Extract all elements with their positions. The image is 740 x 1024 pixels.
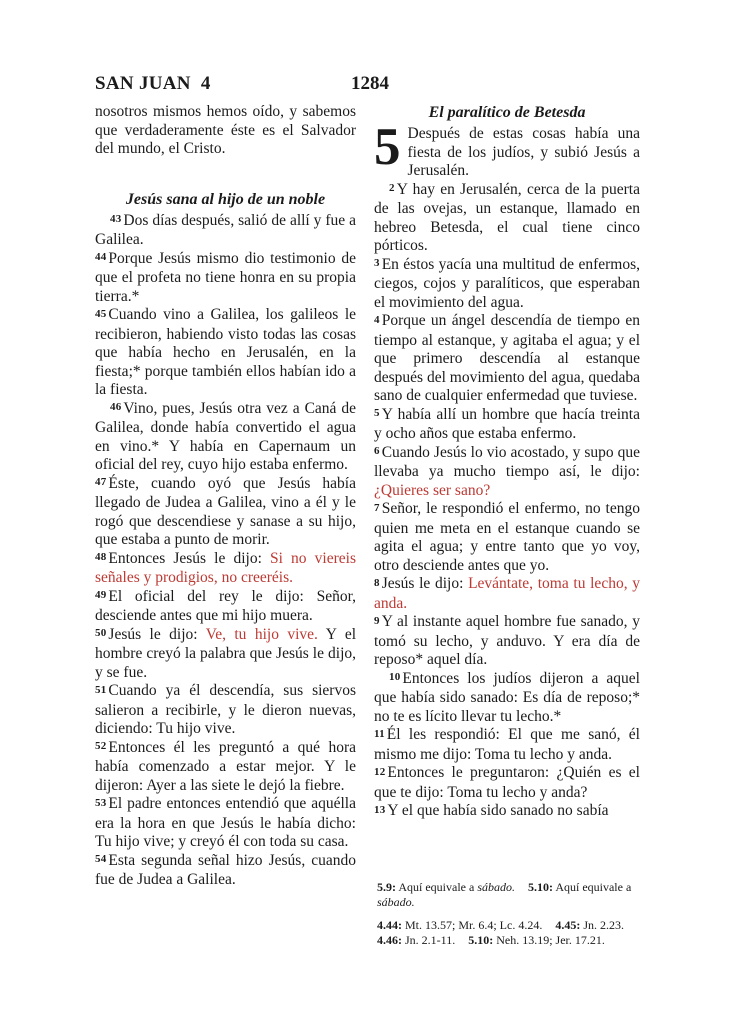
body-text: Vino, pues, Jesús otra vez a Caná de Galilea, donde había convertido el agua en vino.* Y había en Capernaum un oficial del rey, cuyo hijo estaba enfermo. — [95, 399, 356, 473]
body-text: Jesús le dijo: — [108, 625, 206, 643]
verse-number: 51 — [95, 683, 107, 696]
body-text: En éstos yacía una multitud de enfermos, ciegos, cojos y paralíticos, que esperaban el movimiento del agua. — [374, 255, 640, 311]
body-text: Él les respondió: El que me sanó, él mismo me dijo: Toma tu lecho y anda. — [374, 726, 640, 763]
verse-number: 9 — [374, 614, 380, 627]
chapter-start-paragraph — [374, 118, 640, 181]
red-letter-text: Ve, tu hijo vive. — [205, 625, 318, 643]
body-text: Después de estas cosas había una fiesta de los judíos, y subió Jesús a Jerusalén. — [407, 125, 640, 179]
verse-paragraph — [95, 852, 356, 890]
verse-paragraph — [374, 613, 640, 670]
italic-text: sábado. — [477, 880, 515, 894]
body-text: Jn. 2.1-11. — [402, 932, 456, 947]
body-text: Jesús le dijo: — [381, 575, 469, 592]
body-text: Entonces le preguntaron: ¿Quién es el que te dijo: Toma tu lecho y anda? — [374, 764, 640, 801]
body-text: Porque Jesús mismo dio testimonio de que el profeta no tiene honra en su propia tierra.* — [95, 249, 356, 305]
body-text: Y el hombre creyó la palabra que Jesús le dijo, y se fue. — [95, 625, 356, 681]
verse-number: 49 — [95, 589, 107, 601]
body-text: Porque un ángel descendía de tiempo en tiempo al estanque, y agitaba el agua; y el que primero descendía al estanque después del movimiento del agua, quedaba sano de cualquier enfermedad que tuviese. — [374, 312, 641, 404]
verse-paragraph — [374, 500, 640, 575]
verse-paragraph — [374, 802, 640, 822]
body-text: Y el que había sido sanado no sabía — [387, 802, 609, 819]
body-text: Entonces Jesús le dijo: — [108, 549, 271, 567]
verse-number: 47 — [95, 476, 107, 488]
footnotes-block — [377, 880, 643, 956]
verse-number: 46 — [110, 401, 122, 413]
body-text: Y había allí un hombre que hacía treinta y ocho años que estaba enfermo. — [374, 405, 640, 442]
text-column-right — [374, 103, 640, 822]
book-title: SAN JUAN 4 — [95, 73, 211, 94]
text-column-left — [95, 103, 356, 890]
verse-number: 45 — [95, 307, 107, 320]
verse-paragraph — [374, 670, 640, 727]
verse-paragraph — [374, 256, 640, 313]
verse-paragraph — [95, 400, 356, 475]
verse-paragraph — [374, 444, 640, 501]
body-text: Mt. 13.57; Mr. 6.4; Lc. 4.24. — [402, 918, 543, 932]
verse-paragraph — [95, 306, 356, 400]
verse-number: 5 — [374, 407, 380, 419]
verse-number: 13 — [374, 803, 386, 816]
running-head — [95, 73, 645, 97]
footnote-ref: 4.44: — [377, 918, 402, 932]
body-text: Dos días después, salió de allí y fue a Galilea. — [95, 211, 356, 248]
verse-number: 6 — [374, 445, 380, 457]
section-heading: Jesús sana al hijo de un noble — [125, 190, 326, 208]
verse-number: 12 — [374, 765, 386, 778]
verse-number: 48 — [95, 551, 107, 563]
verse-paragraph — [95, 475, 356, 550]
footnote-ref: 4.45: — [555, 918, 581, 932]
verse-paragraph — [95, 250, 356, 307]
red-letter-text: Levántate, toma tu lecho, y anda. — [374, 575, 640, 612]
verse-number: 53 — [95, 796, 107, 809]
verse-paragraph — [95, 588, 356, 626]
body-text: Y hay en Jerusalén, cerca de la puerta de las ovejas, un estanque, llamado en hebreo Betesda, el cual tiene cinco pórticos. — [374, 180, 640, 254]
footnote-line-study-notes — [377, 880, 643, 909]
body-text: Y al instante aquel hombre fue sanado, y tomó su lecho, y anduvo. Y era día de reposo* aquel día. — [374, 613, 640, 668]
verse-paragraph — [95, 795, 356, 852]
verse-number: 50 — [95, 627, 107, 639]
body-text: nosotros mismos hemos oído, y sabemos que verdaderamente éste es el Salvador del mundo, el Cristo. — [95, 103, 356, 157]
body-text: Cuando Jesús lo vio acostado, y supo que llevaba ya mucho tiempo así, le dijo: — [374, 443, 640, 480]
verse-number: 44 — [95, 251, 107, 263]
body-text: Jn. 2.23. — [580, 918, 625, 932]
continuation-paragraph — [95, 103, 356, 159]
verse-paragraph — [95, 626, 356, 683]
body-text: Entonces él les preguntó a qué hora había comenzado a estar mejor. Y le dijeron: Ayer a las siete le dejó la fiebre. — [95, 738, 356, 794]
verse-paragraph — [95, 682, 356, 739]
body-text: Entonces los judíos dijeron a aquel que había sido sanado: Es día de reposo;* no te es lícito llevar tu lecho.* — [374, 669, 640, 725]
verse-number: 11 — [374, 727, 385, 740]
verse-number: 4 — [374, 313, 380, 326]
verse-number: 10 — [389, 671, 401, 683]
body-text: El oficial del rey le dijo: Señor, desciende antes que mi hijo muera. — [95, 587, 356, 624]
footnote-line-cross-references — [377, 918, 643, 947]
red-letter-text: ¿Quieres ser sano? — [374, 481, 491, 499]
body-text: Esta segunda señal hizo Jesús, cuando fue de Judea a Galilea. — [95, 851, 356, 888]
verse-number: 52 — [95, 740, 107, 752]
verse-number: 7 — [374, 501, 380, 514]
footnote-ref: 5.10: — [527, 880, 553, 894]
verse-paragraph — [374, 406, 640, 444]
italic-text: sábado. — [377, 894, 415, 909]
section-heading: El paralítico de Betesda — [428, 104, 586, 121]
body-text: Éste, cuando oyó que Jesús había llegado de Judea a Galilea, vino a él y le rogó que descendiese y sanase a su hijo, que estaba a punto de morir. — [95, 474, 356, 548]
verse-paragraph — [374, 575, 640, 613]
verse-paragraph — [95, 550, 356, 588]
red-letter-text: Si no viereis señales y prodigios, no creeréis. — [95, 549, 356, 586]
body-text: Aquí equivale a — [552, 880, 632, 894]
verse-paragraph — [374, 764, 640, 802]
verse-number: 3 — [374, 257, 380, 269]
verse-number: 2 — [389, 182, 395, 194]
verse-number: 43 — [110, 213, 122, 225]
page-number: 1284 — [351, 73, 389, 94]
verse-paragraph — [95, 739, 356, 796]
verse-paragraph — [374, 181, 640, 256]
body-text: Neh. 13.19; Jer. 17.21. — [493, 932, 605, 947]
verse-paragraph — [95, 212, 356, 250]
body-text: Cuando ya él descendía, sus siervos salieron a recibirle, y le dieron nuevas, diciendo: Tu hijo vive. — [95, 682, 356, 737]
footnote-ref: 5.9: — [377, 880, 396, 894]
body-text: Señor, le respondió el enfermo, no tengo quien me meta en el estanque cuando se agita el agua; y entre tanto que yo voy, otro desciende antes que yo. — [374, 500, 640, 574]
body-text: Cuando vino a Galilea, los galileos le recibieron, habiendo visto todas las cosas que había hecho en Jerusalén, en la fiesta;* porque también ellos habían ido a la fiesta. — [95, 306, 356, 398]
verse-number: 8 — [374, 576, 380, 589]
chapter-number-dropcap: 5 — [374, 118, 401, 176]
body-text: El padre entonces entendió que aquélla era la hora en que Jesús le había dicho: Tu hijo vive; y creyó él con toda su casa. — [95, 795, 356, 850]
verse-number: 54 — [95, 853, 107, 865]
verse-paragraph — [374, 312, 640, 406]
footnote-ref: 5.10: — [468, 932, 494, 947]
verse-paragraph — [374, 726, 640, 764]
body-text: Aquí equivale a — [396, 880, 478, 894]
footnote-ref: 4.46: — [377, 932, 402, 947]
